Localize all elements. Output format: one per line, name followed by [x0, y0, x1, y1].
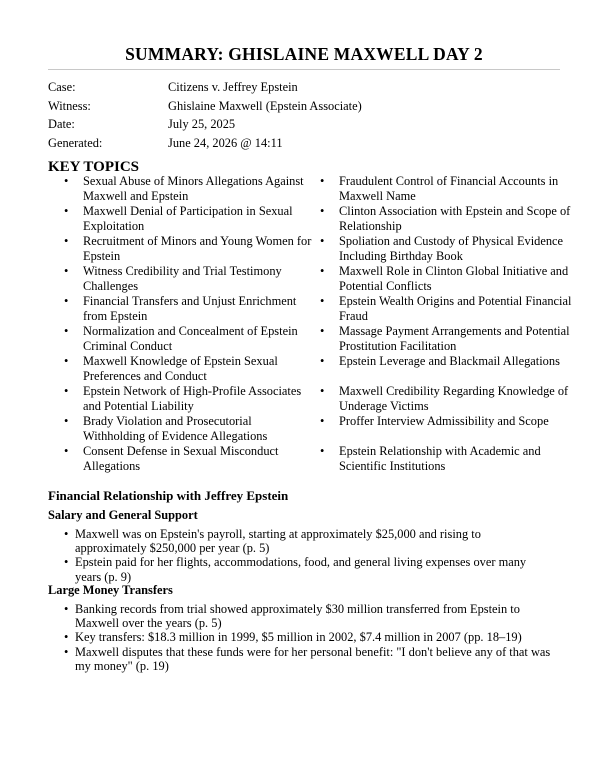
bullet-icon: •	[320, 204, 325, 218]
topic-item	[320, 354, 572, 384]
topic-item	[64, 204, 316, 234]
topic-text: Spoliation and Custody of Physical Evidence Including Birthday Book	[339, 234, 564, 263]
topic-text: Epstein Wealth Origins and Potential Financial Fraud	[339, 294, 572, 323]
bullet-icon: •	[320, 174, 325, 188]
bullet-icon: •	[320, 324, 325, 338]
list-item-text: Key transfers: $18.3 million in 1999, $5 million in 2002, $7.4 million in 2007 (pp. 18–19)	[75, 630, 522, 645]
bullet-icon: •	[64, 354, 69, 368]
topic-text: Fraudulent Control of Financial Accounts in Maxwell Name	[339, 174, 559, 203]
section-heading: Financial Relationship with Jeffrey Epstein	[48, 488, 289, 503]
topic-text: Maxwell Knowledge of Epstein Sexual Preferences and Conduct	[83, 354, 278, 383]
meta-value: Ghislaine Maxwell (Epstein Associate)	[168, 98, 362, 113]
topic-text: Maxwell Role in Clinton Global Initiative and Potential Conflicts	[339, 264, 569, 293]
bullet-icon: •	[64, 630, 69, 645]
topic-text: Witness Credibility and Trial Testimony Challenges	[83, 264, 282, 293]
list-item	[64, 602, 554, 630]
topic-text: Financial Transfers and Unjust Enrichment from Epstein	[83, 294, 297, 323]
topic-text: Maxwell Credibility Regarding Knowledge of Underage Victims	[339, 384, 569, 413]
topic-text: Epstein Relationship with Academic and Scientific Institutions	[339, 444, 541, 473]
topic-item	[64, 444, 316, 474]
bullet-icon: •	[320, 264, 325, 278]
topic-text: Proffer Interview Admissibility and Scope	[339, 414, 549, 428]
bullet-icon: •	[64, 644, 69, 659]
meta-label: Witness:	[48, 98, 91, 113]
topic-item	[320, 324, 572, 354]
list-item-text: Maxwell was on Epstein's payroll, starting at approximately $25,000 and rising to approximately $250,000 per year (p. 5)	[75, 527, 481, 556]
bullet-icon: •	[320, 354, 325, 368]
topic-text: Recruitment of Minors and Young Women for Epstein	[83, 234, 312, 263]
meta-row-witness	[48, 97, 362, 116]
bullet-icon: •	[320, 414, 325, 428]
bullet-icon: •	[64, 174, 69, 188]
topic-text: Clinton Association with Epstein and Scope of Relationship	[339, 204, 571, 233]
key-topics-left-column	[64, 174, 316, 474]
metadata-block	[48, 78, 362, 152]
topic-text: Brady Violation and Prosecutorial Withholding of Evidence Allegations	[83, 414, 268, 443]
bullet-icon: •	[320, 444, 325, 458]
list-item-text: Banking records from trial showed approximately $30 million transferred from Epstein to Maxwell over the years (p. 5)	[75, 602, 520, 631]
title-divider	[48, 69, 560, 70]
topic-text: Epstein Leverage and Blackmail Allegations	[339, 354, 560, 368]
bullet-icon: •	[320, 294, 325, 308]
bullet-icon: •	[64, 384, 69, 398]
bullet-list	[64, 602, 554, 673]
topic-item	[320, 414, 572, 444]
document-title: SUMMARY: GHISLAINE MAXWELL DAY 2	[125, 44, 483, 64]
bullet-icon: •	[64, 234, 69, 248]
bullet-icon: •	[320, 384, 325, 398]
topic-item	[64, 294, 316, 324]
meta-row-date	[48, 115, 362, 134]
list-item	[64, 645, 554, 673]
topic-text: Normalization and Concealment of Epstein Criminal Conduct	[83, 324, 298, 353]
topic-text: Consent Defense in Sexual Misconduct Allegations	[83, 444, 279, 473]
key-topics-heading: KEY TOPICS	[48, 159, 140, 175]
topic-item	[64, 354, 316, 384]
bullet-list	[64, 527, 554, 584]
topic-item	[320, 174, 572, 204]
topic-item	[64, 264, 316, 294]
meta-value: Citizens v. Jeffrey Epstein	[168, 80, 298, 94]
bullet-icon: •	[64, 555, 69, 570]
list-item-text: Maxwell disputes that these funds were for her personal benefit: "I don't believe any of that was my money" (p. 19)	[75, 644, 551, 673]
bullet-icon: •	[64, 264, 69, 278]
topic-text: Epstein Network of High-Profile Associates and Potential Liability	[83, 384, 302, 413]
meta-label: Date:	[48, 117, 75, 131]
topic-text: Massage Payment Arrangements and Potential Prostitution Facilitation	[339, 324, 570, 353]
list-item	[64, 555, 554, 583]
meta-row-generated	[48, 134, 362, 153]
bullet-icon: •	[64, 444, 69, 458]
topic-item	[320, 444, 572, 474]
meta-label: Case:	[48, 80, 76, 94]
bullet-icon: •	[64, 294, 69, 308]
topic-item	[64, 234, 316, 264]
topic-item	[320, 234, 572, 264]
list-item	[64, 630, 554, 644]
meta-value: June 24, 2026 @ 14:11	[168, 135, 283, 150]
topic-item	[320, 264, 572, 294]
key-topics-right-column	[320, 174, 572, 474]
topic-item	[64, 324, 316, 354]
bullet-icon: •	[64, 414, 69, 428]
topic-item	[320, 204, 572, 234]
topic-text: Sexual Abuse of Minors Allegations Against Maxwell and Epstein	[83, 174, 304, 203]
list-item-text: Epstein paid for her flights, accommodations, food, and general living expenses over many years (p. 9)	[75, 555, 527, 584]
meta-value: July 25, 2025	[168, 117, 236, 131]
topic-item	[64, 414, 316, 444]
meta-row-case	[48, 78, 362, 97]
bullet-icon: •	[64, 204, 69, 218]
bullet-icon: •	[320, 234, 325, 248]
topic-item	[64, 384, 316, 414]
subsection-heading: Salary and General Support	[48, 508, 198, 522]
bullet-icon: •	[64, 602, 69, 616]
topic-item	[64, 174, 316, 204]
subsection-heading: Large Money Transfers	[48, 583, 173, 597]
meta-label: Generated:	[48, 135, 103, 150]
topic-item	[320, 294, 572, 324]
bullet-icon: •	[64, 527, 69, 541]
list-item	[64, 527, 554, 555]
topic-text: Maxwell Denial of Participation in Sexual Exploitation	[83, 204, 293, 233]
bullet-icon: •	[64, 324, 69, 338]
topic-item	[320, 384, 572, 414]
